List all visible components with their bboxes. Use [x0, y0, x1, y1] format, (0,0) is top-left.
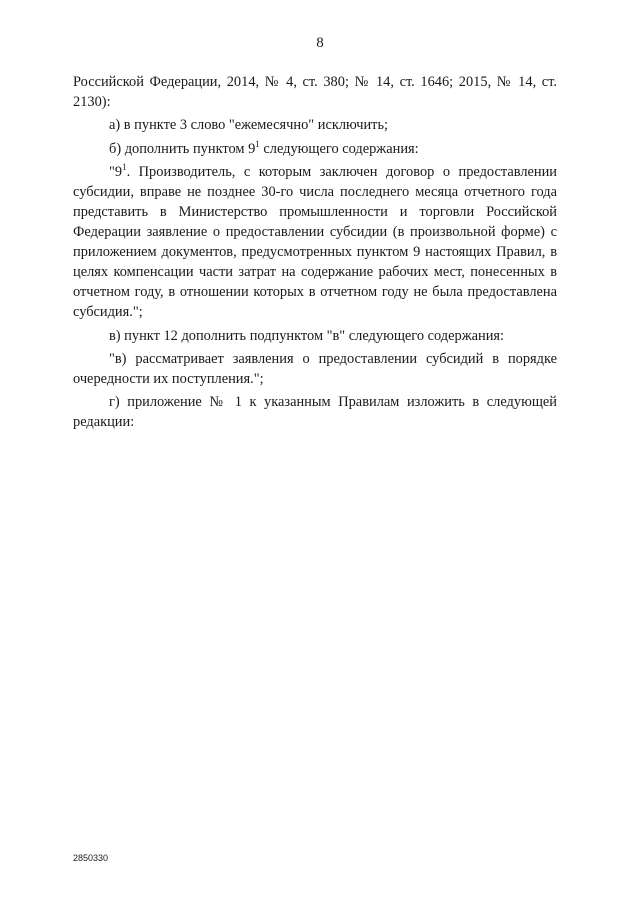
item-b-text: б) дополнить пунктом 9	[109, 140, 256, 157]
paragraph-item-v: в) пункт 12 дополнить подпунктом "в" следующего содержания:	[109, 327, 505, 344]
paragraph-citation-continuation: Российской Федерации, 2014, № 4, ст. 380; № 14, ст. 1646; 2015, № 14, ст. 2130):	[73, 74, 557, 110]
page-number: 8	[316, 35, 324, 51]
superscript: 1	[255, 138, 260, 149]
document-code: 2850330	[73, 853, 109, 863]
paragraph-item-g: г) приложение № 1 к указанным Правилам изложить в следующей редакции:	[73, 394, 557, 431]
point-9-1-text: . Производитель, с которым заключен договор о предоставлении субсидии, вправе не позднее 30-го числа последнего месяца отчетного года представить в Министерство промышленности и торговли Российской Федерации заявление о предоставлении субсидии (в произвольной форме) с приложением документов, предусмотренных пунктом 9 настоящих Правил, в целях компенсации части затрат на содержание рабочих мест, понесенных в отчетном году, в отношении которых в отчетном году не была предоставлена субсидия.";	[73, 164, 557, 321]
paragraph-item-a: а) в пункте 3 слово "ежемесячно" исключить;	[109, 117, 389, 134]
paragraph-point-9-1	[73, 162, 557, 322]
paragraph-item-b	[73, 139, 557, 159]
document-body	[73, 72, 557, 436]
paragraph-subitem-v: "в) рассматривает заявления о предоставлении субсидий в порядке очередности их поступления.";	[73, 350, 557, 387]
superscript: 1	[122, 162, 127, 173]
item-b-text-end: следующего содержания:	[259, 140, 419, 157]
point-9-1-number: "9	[109, 164, 123, 181]
